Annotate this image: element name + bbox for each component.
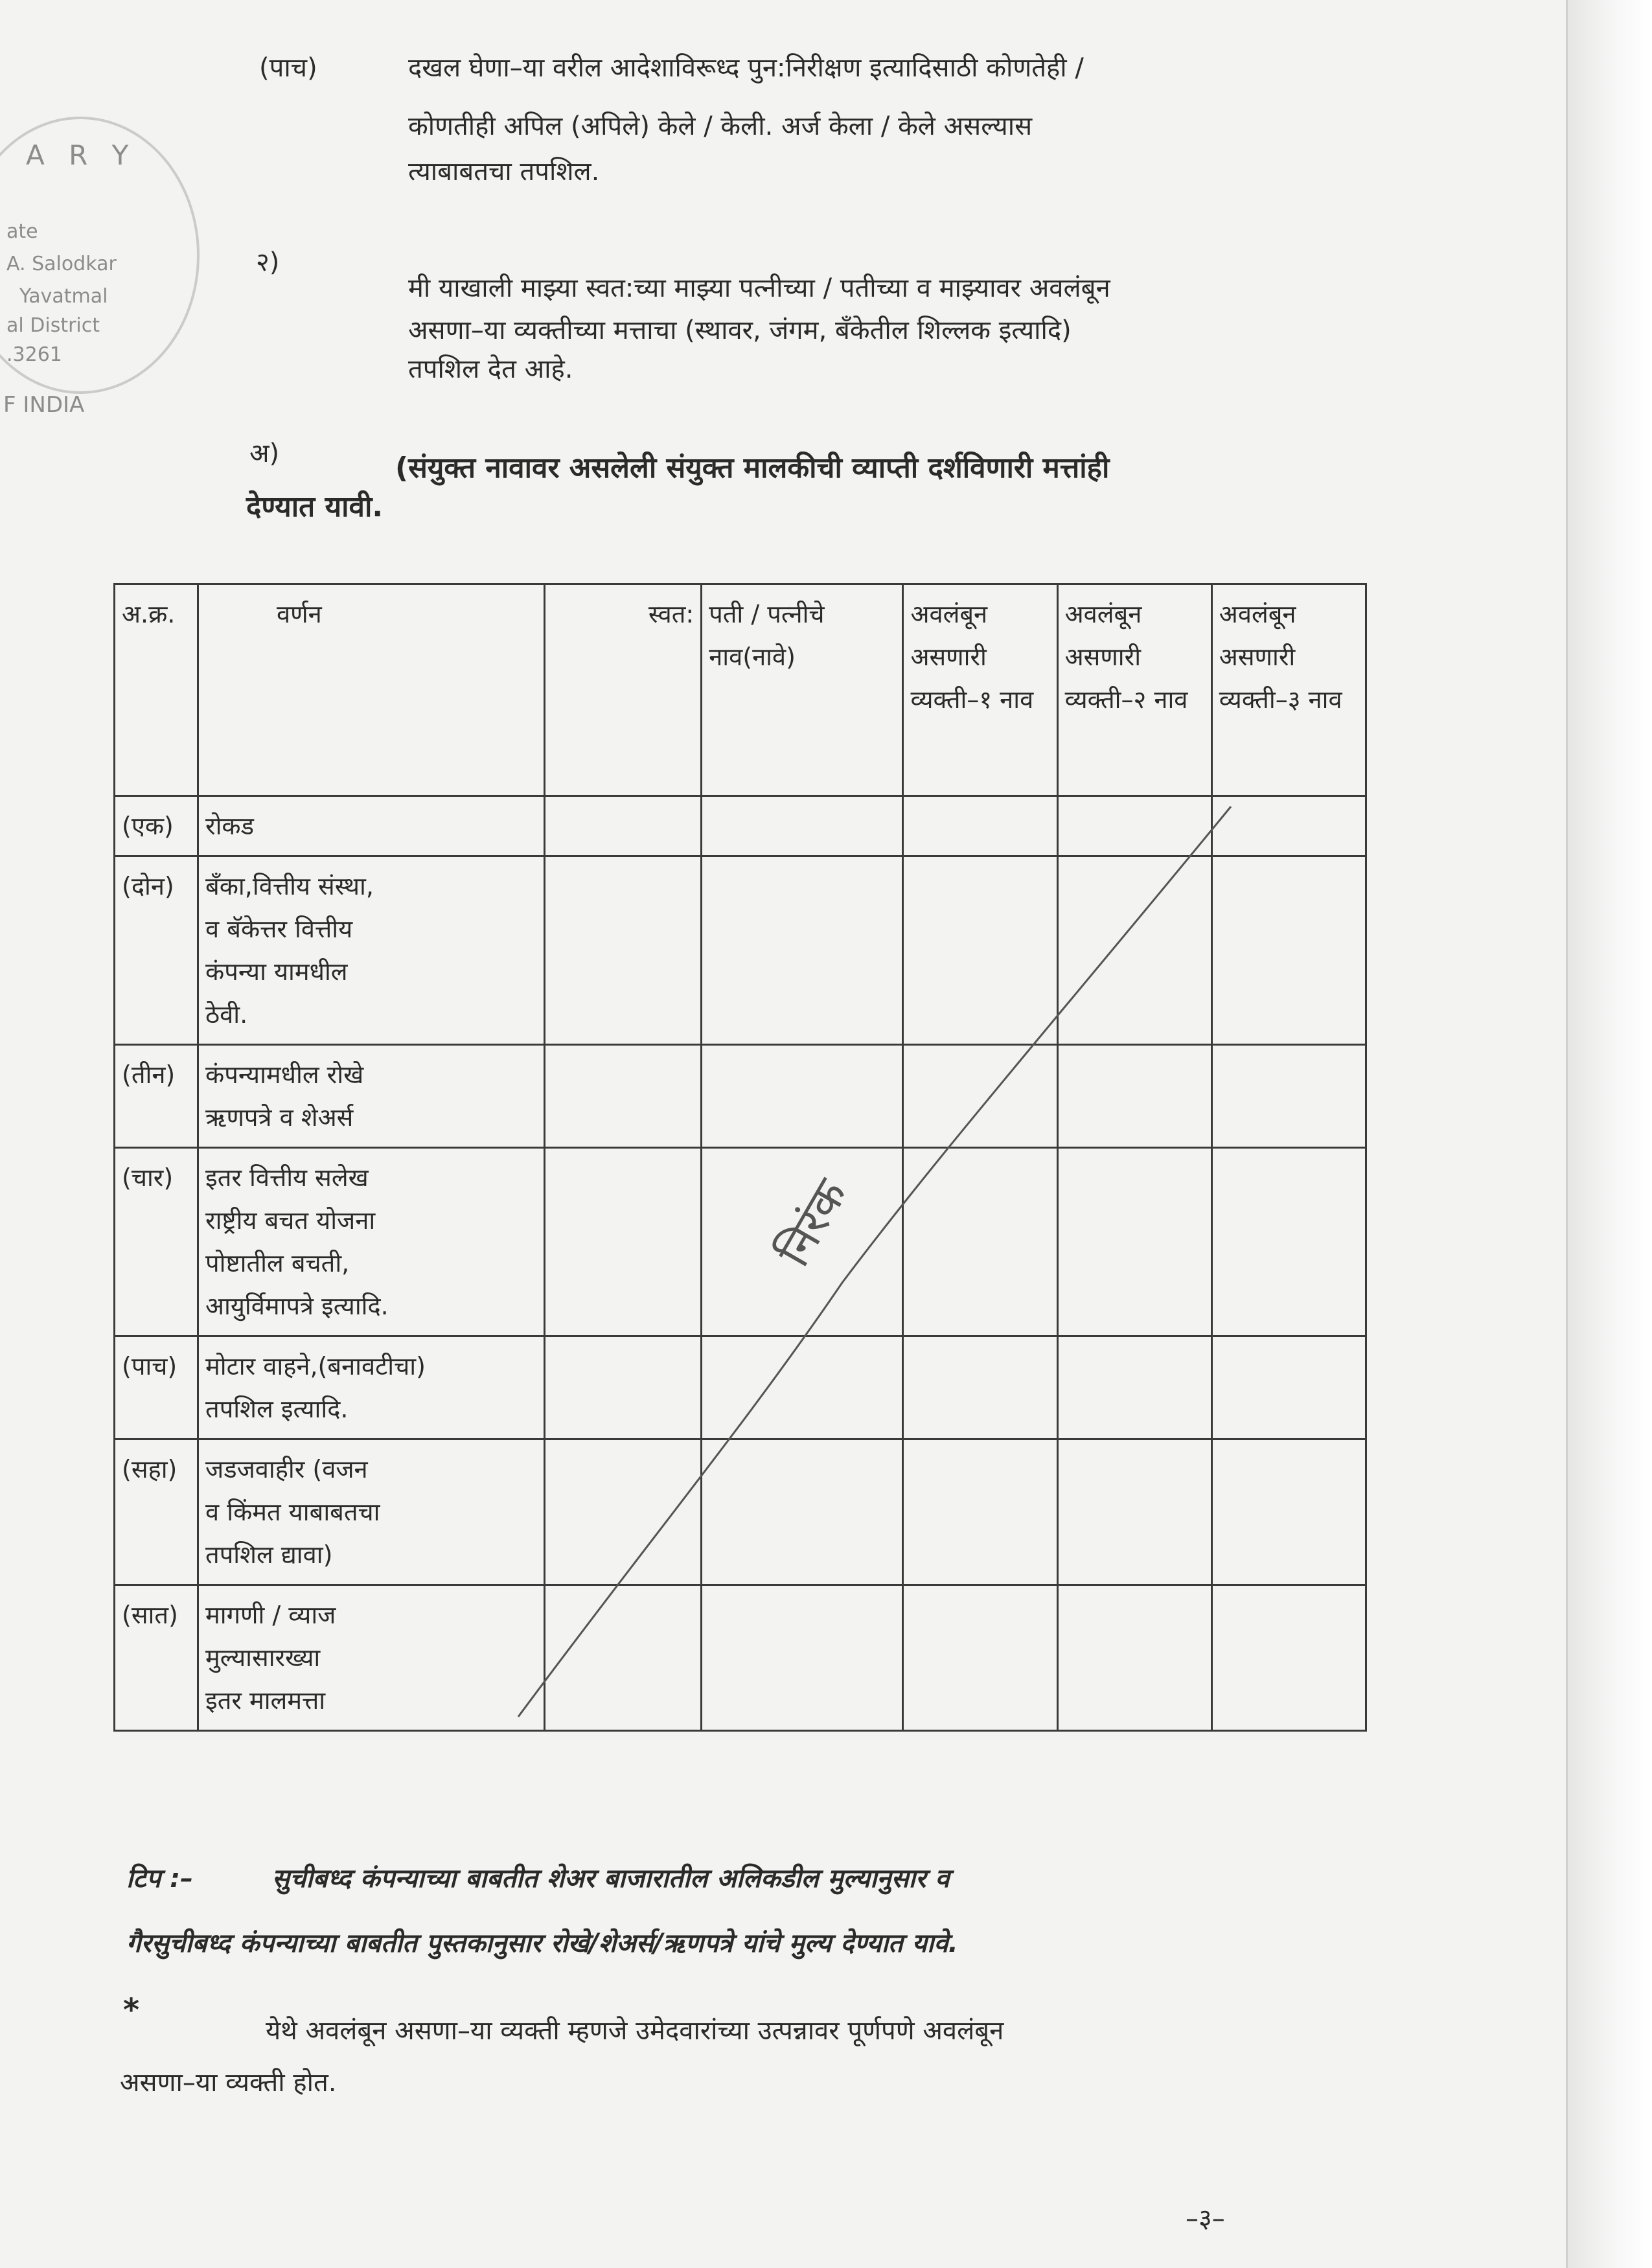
row-serial: (सहा) [115,1439,198,1585]
row-description: इतर वित्तीय सलेख राष्ट्रीय बचत योजना पोष्टातील बचती, आयुर्विमापत्रे इत्यादि. [198,1148,545,1336]
cell-dependent-2 [1057,856,1211,1045]
cell-dependent-1 [903,1148,1057,1336]
cell-dependent-3 [1211,1439,1366,1585]
row-description: जडजवाहीर (वजन व किंमत याबाबतचा तपशिल द्यावा) [198,1439,545,1585]
table-row [115,856,1366,1045]
table-header-row [115,584,1366,796]
cell-self [544,1585,701,1731]
item-five-text-line: त्याबाबतचा तपशिल. [408,157,600,187]
row-serial: (तीन) [115,1045,198,1148]
header-dependent-1: अवलंबून असणारी व्यक्ती–१ नाव [903,584,1057,796]
cell-dependent-1 [903,1439,1057,1585]
stamp-text-line: A. Salodkar [6,253,117,275]
cell-spouse [702,1336,903,1439]
row-serial: (एक) [115,796,198,856]
note-line: सुचीबध्द कंपन्याच्या बाबतीत शेअर बाजारातील अलिकडील मुल्यानुसार व [272,1864,950,1894]
item-two-text-line: तपशिल देत आहे. [408,354,573,384]
cell-dependent-1 [903,1045,1057,1148]
cell-dependent-2 [1057,1045,1211,1148]
item-a-label: अ) [249,439,280,468]
handwritten-nil-text: निरंक [766,1170,858,1276]
table-row [115,1585,1366,1731]
row-description: मागणी / व्याज मुल्यासारख्या इतर मालमत्ता [198,1585,545,1731]
cell-self [544,1148,701,1336]
row-serial: (चार) [115,1148,198,1336]
item-five-label: (पाच) [259,53,317,83]
cell-spouse [702,1585,903,1731]
cell-dependent-1 [903,856,1057,1045]
stamp-text-line: ate [6,220,38,243]
cell-spouse [702,1148,903,1336]
cell-self [544,1439,701,1585]
stamp-text-line: F INDIA [3,392,85,418]
cell-dependent-3 [1211,1336,1366,1439]
item-five-text-line: कोणतीही अपिल (अपिले) केले / केली. अर्ज केला / केले असल्यास [408,111,1033,141]
row-serial: (दोन) [115,856,198,1045]
header-serial: अ.क्र. [115,584,198,796]
cell-dependent-2 [1057,796,1211,856]
header-spouse: पती / पत्नीचे नाव(नावे) [702,584,903,796]
row-description: रोकड [198,796,545,856]
table-row [115,1439,1366,1585]
cell-dependent-1 [903,1585,1057,1731]
cell-spouse [702,856,903,1045]
cell-dependent-3 [1211,796,1366,856]
page-number: –३– [1186,2204,1225,2234]
cell-spouse [702,1045,903,1148]
stamp-text-line: .3261 [6,343,62,366]
assets-table [113,583,1367,1732]
header-dependent-3: अवलंबून असणारी व्यक्ती–३ नाव [1211,584,1366,796]
cell-self [544,1045,701,1148]
header-dependent-2: अवलंबून असणारी व्यक्ती–२ नाव [1057,584,1211,796]
cell-self [544,1336,701,1439]
note-label: टिप :– [126,1864,194,1894]
header-self: स्वत: [544,584,701,796]
table-row [115,796,1366,856]
cell-spouse [702,1439,903,1585]
header-description: वर्णन [198,584,545,796]
note-line: गैरसुचीबध्द कंपन्याच्या बाबतीत पुस्तकानुसार रोखे/शेअर्स/ऋणपत्रे यांचे मुल्य देण्यात यावे. [126,1929,958,1958]
cell-dependent-3 [1211,1148,1366,1336]
item-a-text-line: (संयुक्त नावावर असलेली संयुक्त मालकीची व्याप्ती दर्शविणारी मत्तांही [395,452,1110,485]
item-two-text-line: असणा–या व्यक्तीच्या मत्ताचा (स्थावर, जंगम, बॅंकेतील शिल्लक इत्यादि) [408,315,1072,345]
item-five-text-line: दखल घेणा–या वरील आदेशाविरूध्द पुन:निरीक्षण इत्यादिसाठी कोणतेही / [408,53,1084,83]
row-serial: (पाच) [115,1336,198,1439]
row-description: मोटार वाहने,(बनावटीचा) तपशिल इत्यादि. [198,1336,545,1439]
table-row [115,1336,1366,1439]
cell-dependent-2 [1057,1148,1211,1336]
item-two-label: २) [256,247,280,277]
cell-dependent-3 [1211,1045,1366,1148]
footnote-line: असणा–या व्यक्ती होत. [120,2068,337,2098]
cell-dependent-3 [1211,856,1366,1045]
footnote-line: येथे अवलंबून असणा–या व्यक्ती म्हणजे उमेदवारांच्या उत्पन्नावर पूर्णपणे अवलंबून [266,2016,1004,2046]
row-serial: (सात) [115,1585,198,1731]
table-row [115,1148,1366,1336]
cell-dependent-2 [1057,1336,1211,1439]
stamp-text-line: Yavatmal [19,285,108,308]
cell-self [544,796,701,856]
footnote-marker: * [123,1992,140,2028]
cell-dependent-2 [1057,1439,1211,1585]
cell-dependent-1 [903,796,1057,856]
cell-self [544,856,701,1045]
cell-dependent-3 [1211,1585,1366,1731]
row-description: कंपन्यामधील रोखे ऋणपत्रे व शेअर्स [198,1045,545,1148]
stamp-text-line: A R Y [26,139,137,171]
page-edge [1566,0,1652,2268]
cell-spouse [702,796,903,856]
item-a-text-line: देण्यात यावी. [246,490,384,523]
item-two-text-line: मी याखाली माझ्या स्वत:च्या माझ्या पत्नीच्या / पतीच्या व माझ्यावर अवलंबून [408,273,1110,303]
stamp-text-line: al District [6,314,100,337]
cell-dependent-2 [1057,1585,1211,1731]
row-description: बॅंका,वित्तीय संस्था, व बॅकेत्तर वित्तीय कंपन्या यामधील ठेवी. [198,856,545,1045]
table-row [115,1045,1366,1148]
cell-dependent-1 [903,1336,1057,1439]
